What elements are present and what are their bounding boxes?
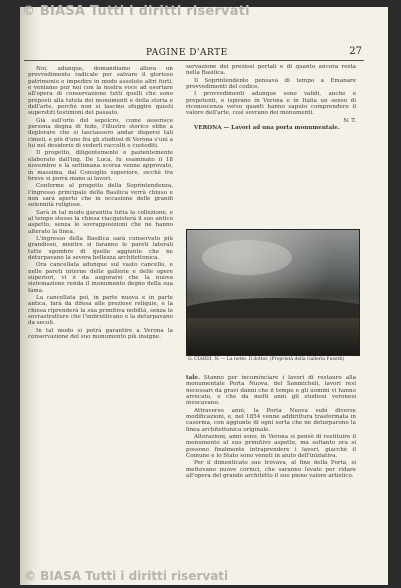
section-lead: tale. — [186, 375, 200, 381]
page-number: 27 — [349, 46, 362, 57]
paragraph: Ora cancellata adunque sul vasto cancello, e nelle pareti interne delle gallerie e delle opere superiori, vi è da augurarsi che la nuova sistemazione renda il monumento degno della sua fama. — [28, 262, 173, 294]
header-title: PAGINE D'ARTE — [146, 48, 228, 58]
left-text-column — [28, 66, 173, 341]
paragraph: L'ingresso della Basilica sarà conservato più grandioso, mentre si faranno le pareti laterali tutte sgombre di quelle aggiunte che ne deturpavano la severa bellezza architettonica. — [28, 235, 173, 261]
paragraph: I provvedimenti adunque sono validi, anche e prepotenti, e ispirano in Verona e in Italia un senso di riconoscenza verso quanti hanno saputo comprendere il valore dell'arte, così sovrano dei monumenti. — [186, 91, 356, 117]
paragraph: Per il dimenticato sue trovava, al fine della Porta, si mettevano nuove cornici, che saranno levate per ridare all'opera del grande architetto il suo pieno valore artistico. — [186, 460, 356, 480]
figure-caption: G. CIARDI, N. — La notte. Il dottor. (Proprietà della Galleria Fusetti) — [188, 357, 345, 362]
paragraph: Sarà in tal modo garantita tutta la collezione, e al tempo stesso la chiesa riacquisterà il suo antico aspetto, senza le sovrapposizioni che ne hanno alterato la linea. — [28, 209, 173, 235]
signature: N. T. — [343, 117, 356, 124]
paragraph: Conforme al progetto della Soprintendenza, l'ingresso principale della Basilica verrà chiuso e non sarà aperto che in occasione delle grandi solennità religiose. — [28, 183, 173, 209]
copyright-watermark-top: © BIASA Tutti i diritti riservati — [22, 4, 250, 19]
paragraph: servazione dei preziosi portali e di quanto ancora resta nella Basilica. — [186, 64, 356, 77]
copyright-watermark-bottom: © BIASA Tutti i diritti riservati — [24, 569, 229, 583]
paragraph — [186, 375, 356, 407]
paragraph: La cancellata poi, in parte nuova e in parte antica, farà da difesa alle preziose reliquie, e la chiesa riprenderà la sua primitiva nobiltà, senza le sovrastrutture che l'imbruttivano e la deturpavano da secoli. — [28, 295, 173, 327]
figure-cloud — [202, 240, 292, 275]
paragraph: Già sull'orlo del sepolcro, come asserisce persona degna di fede, l'illustre storico ebbe a deplorare che si lasciassero andar dispersi tali cimeli, e più d'uno fra gli studiosi di Verona s'unì a lui nel desiderio di vederli raccolti e custoditi. — [28, 117, 173, 150]
paragraph: In tal modo si potrà garantire a Verona la conservazione del suo monumento più insigne. — [28, 327, 173, 341]
paragraph: Noi, adunque, domandiamo allora un provvedimento radicale per salvare il glorioso patrimonio e impedire in modo assoluto altri furti, e veniamo pur noi con la nostra voce ad esortare all'opera di conservazione tutti quelli che sono preposti alla tutela dei monumenti e della storia e dell'arte, perchè non si lascino sfuggire questi superstiti testimoni del passato. — [28, 66, 173, 117]
paragraph: Il Soprintendente pensava di tempo a Emanare provvedimenti del codice. — [186, 77, 356, 91]
painting-figure — [186, 229, 360, 356]
paragraph: Il progetto, diligentemente e pazientemente elaborato dall'ing. De Luca, fu esaminato il 18 novembre e la settimana scorsa venne approvato, in massima, dal Consiglio superiore, sicchè fra breve si porrà mano ai lavori. — [28, 150, 173, 182]
header-rule — [24, 60, 364, 61]
paragraph-text: Stanno per incominciare i lavori di restauro alla monumentale Porta Nuova, del Sanmicheli, lavori resi necessari da gravi danni che il tempo e gli uomini vi hanno arrecato, e che da molti anni gli studiosi veronesi invocavano. — [186, 375, 357, 407]
paragraph: Attraverso anni, la Porta Nuova subì diverse modificazioni, e, nel 1854 venne addirittura trasformata in caserma, con aggiunte di ogni sorta che ne deturparono la linea architettonica originale. — [186, 407, 356, 433]
right-bottom-text-column — [186, 375, 356, 481]
running-header — [24, 44, 364, 58]
figure-shore — [187, 318, 359, 355]
paragraph: Alterazioni, anni sono, in Verona si pensò di restituire il monumento al suo primitivo aspetto, ma soltanto ora si possono finalmente intraprendere i lavori, giacchè il Comune e lo Stato sono venuti in aiuto dell'iniziativa. — [186, 434, 356, 460]
section-heading: VERONA — Lavori ad una porta monumentale. — [194, 125, 340, 132]
right-top-text-column — [186, 64, 356, 132]
